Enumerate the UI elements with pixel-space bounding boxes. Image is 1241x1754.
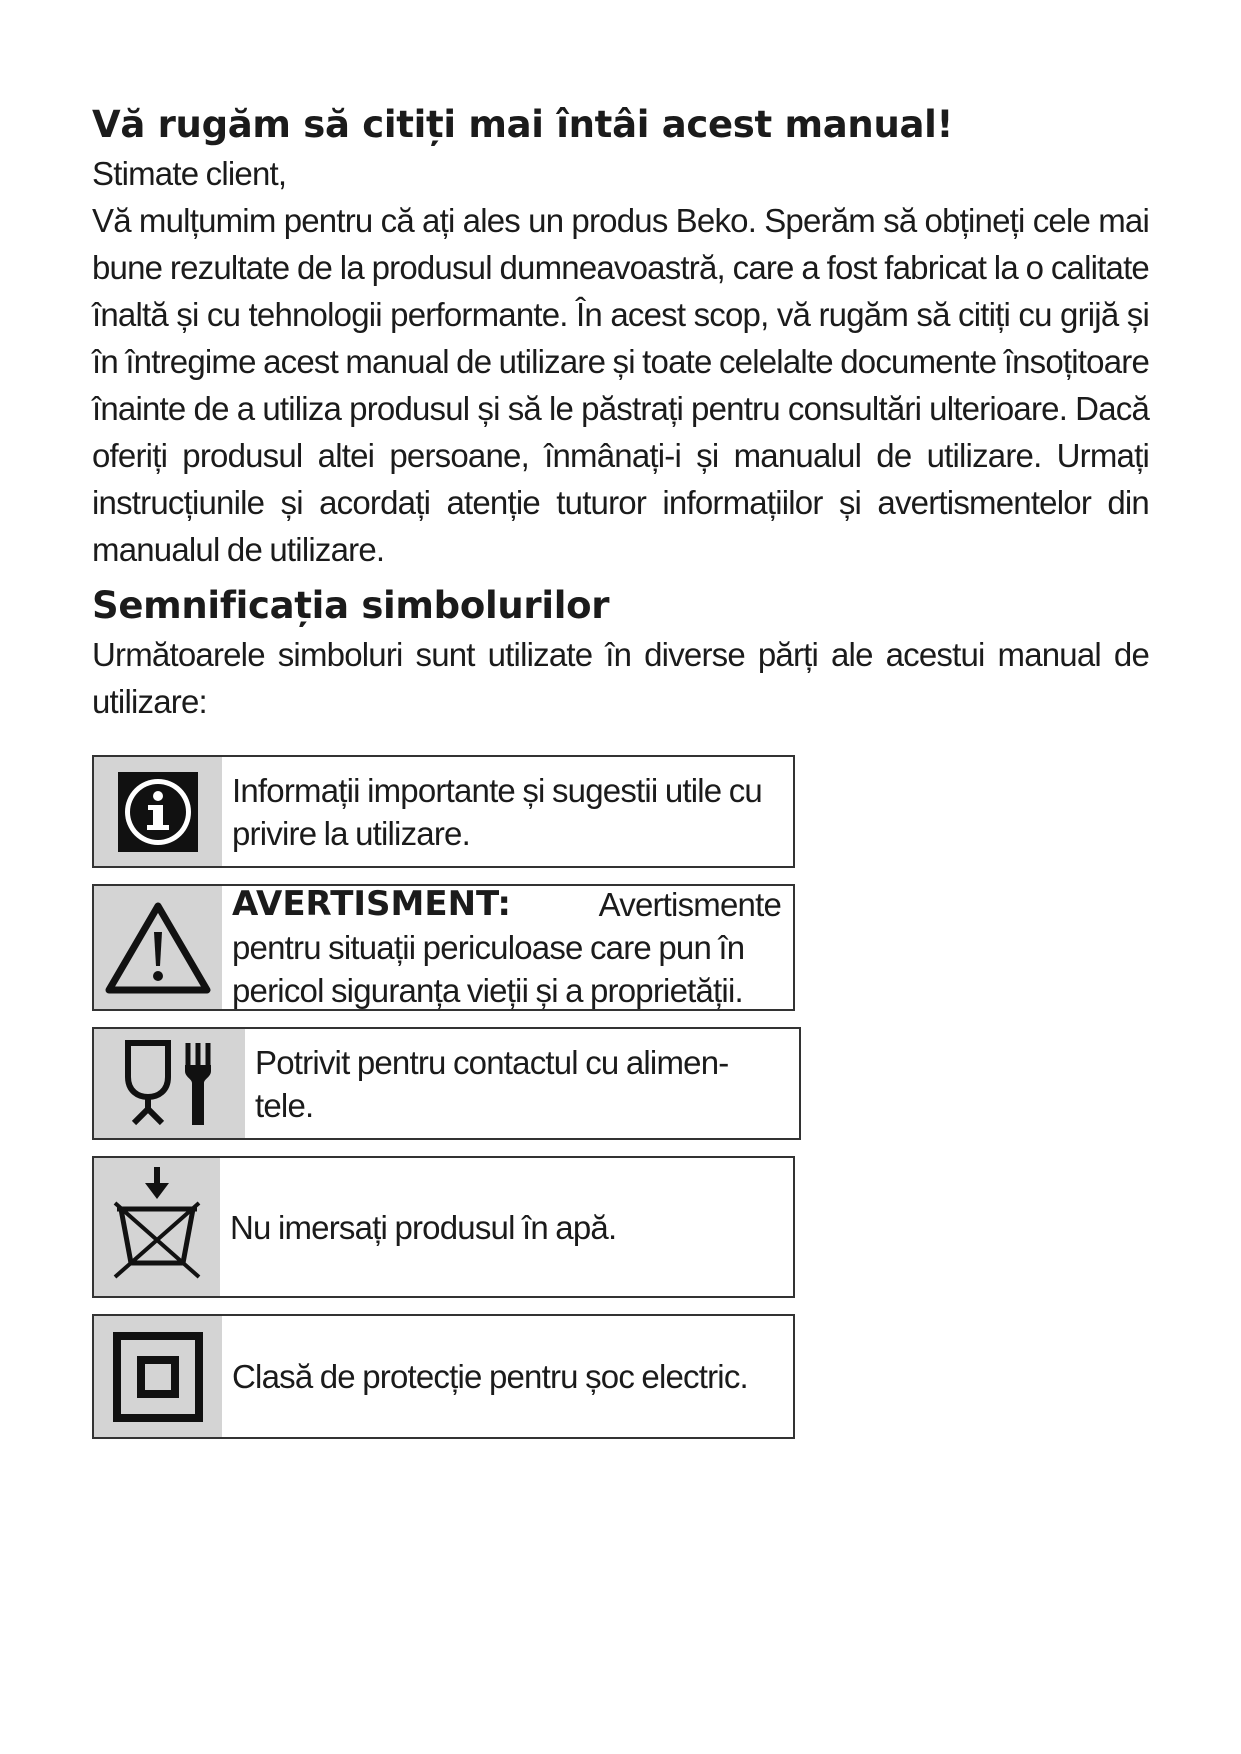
warning-description: pentru situații periculoase care pun în pericol siguranța vieții și a proprietății. xyxy=(232,929,745,1009)
warning-label-rest: Avertismente xyxy=(598,886,781,923)
double-insulation-icon xyxy=(94,1316,222,1437)
symbol-text-info: Informații importante și sugestii utile cu privire la utilizare. xyxy=(232,771,762,852)
warning-head xyxy=(232,883,781,926)
warning-label: AVERTISMENT: xyxy=(232,884,511,924)
greeting: Stimate client, xyxy=(92,155,287,192)
symbols-intro: Următoarele simboluri sunt utilizate în diverse părți ale acestui manual de utilizare: xyxy=(92,636,1149,720)
symbol-text-protection-class: Clasă de protecție pentru șoc electric. xyxy=(232,1358,748,1395)
symbols-heading: Semnificația simbolurilor xyxy=(92,584,610,627)
page-title: Vă rugăm să citiți mai întâi acest manual! xyxy=(92,103,954,146)
symbol-row-info xyxy=(92,755,795,868)
symbol-text-food-contact: Potrivit pentru contactul cu alimen- tele. xyxy=(255,1043,729,1124)
symbol-row-warning xyxy=(92,884,795,1011)
symbols-list xyxy=(92,755,1149,1439)
symbol-text-warning xyxy=(222,886,793,1009)
no-water-immersion-icon xyxy=(94,1158,220,1296)
symbol-row-protection-class xyxy=(92,1314,795,1439)
symbol-row-no-water xyxy=(92,1156,795,1298)
info-icon xyxy=(94,757,222,866)
symbol-text-no-water: Nu imersați produsul în apă. xyxy=(230,1208,617,1246)
symbol-row-food-contact xyxy=(92,1027,801,1140)
intro-paragraph: Vă mulțumim pentru că ați ales un produs Beko. Sperăm să obțineți cele mai bune rezultate de la produsul dumneavoastră, care a fost fabricat la o calitate înaltă și cu tehnologii performante. În acest scop, vă rugăm să citiți cu grijă și în întregime acest manual de utilizare și toate celelalte documente însoțitoare înainte de a utiliza produsul și să le păstrați pentru consultări ulterioare. Dacă oferiți produsul altei persoane, înmânați-i și manualul de utilizare. Urmați instrucțiunile și acordați atenție tuturor informațiilor și avertismentelor din manualul de utilizare. xyxy=(92,202,1149,568)
glass-fork-icon xyxy=(94,1029,245,1138)
manual-page xyxy=(92,100,1149,1455)
warning-triangle-icon xyxy=(94,886,222,1009)
